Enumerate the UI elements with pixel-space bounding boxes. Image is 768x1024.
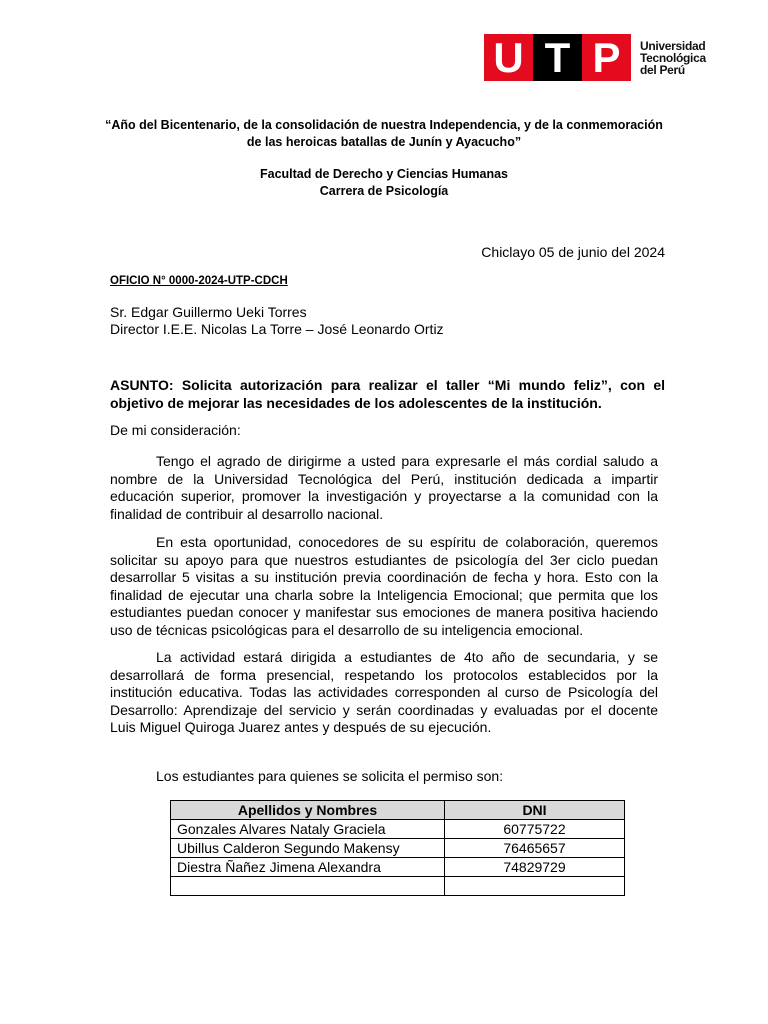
table-row xyxy=(171,858,625,877)
logo-text-line: del Perú xyxy=(640,62,685,77)
student-dni xyxy=(445,877,625,896)
students-table xyxy=(170,800,625,896)
table-row xyxy=(171,820,625,839)
logo-letter-p: P xyxy=(582,34,631,81)
oficio-number: OFICIO N° 0000-2024-UTP-CDCH xyxy=(110,275,288,287)
student-name xyxy=(171,877,445,896)
logo-text-line: Tecnológica xyxy=(640,50,706,65)
greeting: De mi consideración: xyxy=(110,422,241,438)
date-line: Chiclayo 05 de junio del 2024 xyxy=(481,244,665,260)
faculty-name: Facultad de Derecho y Ciencias Humanas xyxy=(259,167,508,181)
paragraph-2: En esta oportunidad, conocedores de su espíritu de colaboración, queremos solicitar su apoyo para que nuestros estudiantes de psicología del 3er ciclo puedan desarrollar 5 visitas a su institución previa coordinación de fecha y hora. Esto con la finalidad de ejecutar una charla sobre la Inteligencia Emocional; que permita que los estudiantes puedan conocer y manifestar sus emociones de manera positiva haciendo uso de técnicas psicológicas para el desarrollo de su inteligencia emocional. xyxy=(110,534,658,638)
recipient-title: Director I.E.E. Nicolas La Torre – José Leonardo Ortiz xyxy=(110,321,444,337)
student-name: Gonzales Alvares Nataly Graciela xyxy=(171,820,445,839)
table-row-empty xyxy=(171,877,625,896)
student-name: Diestra Ñañez Jimena Alexandra xyxy=(171,858,445,877)
student-name: Ubillus Calderon Segundo Makensy xyxy=(171,839,445,858)
logo-text-line: Universidad xyxy=(640,38,706,53)
year-motto-line-2: de las heroicas batallas de Junín y Ayacucho” xyxy=(246,135,522,149)
paragraph-3: La actividad estará dirigida a estudiantes de 4to año de secundaria, y se desarrollará de forma presencial, respetando los protocolos establecidos por la institución educativa. Todas las actividades corresponden al curso de Psicología del Desarrollo: Aprendizaje del servicio y serán coordinadas y evaluadas por el docente Luis Miguel Quiroga Juarez antes y después de su ejecución. xyxy=(110,649,658,736)
table-row xyxy=(171,839,625,858)
students-intro: Los estudiantes para quienes se solicita el permiso son: xyxy=(156,768,504,784)
utp-logo xyxy=(484,34,706,81)
subject: ASUNTO: Solicita autorización para realizar el taller “Mi mundo feliz”, con el objetivo de mejorar las necesidades de los adolescentes de la institución. xyxy=(110,377,665,411)
column-header-dni: DNI xyxy=(445,801,625,820)
year-motto-line-1: “Año del Bicentenario, de la consolidación de nuestra Independencia, y de la conmemoración xyxy=(105,118,663,132)
table-header-row xyxy=(171,801,625,820)
logo-letters xyxy=(484,34,631,81)
paragraph-1: Tengo el agrado de dirigirme a usted para expresarle el más cordial saludo a nombre de la Universidad Tecnológica del Perú, institución dedicada a impartir educación superior, promover la investigación y proyectarse a la comunidad con la finalidad de contribuir al desarrollo nacional. xyxy=(110,453,658,522)
logo-letter-t: T xyxy=(533,34,582,81)
logo-university-name xyxy=(640,40,706,76)
career-name: Carrera de Psicología xyxy=(319,184,449,198)
student-dni: 60775722 xyxy=(445,820,625,839)
logo-letter-u: U xyxy=(484,34,533,81)
column-header-names: Apellidos y Nombres xyxy=(171,801,445,820)
student-dni: 76465657 xyxy=(445,839,625,858)
student-dni: 74829729 xyxy=(445,858,625,877)
recipient-name: Sr. Edgar Guillermo Ueki Torres xyxy=(110,304,307,320)
